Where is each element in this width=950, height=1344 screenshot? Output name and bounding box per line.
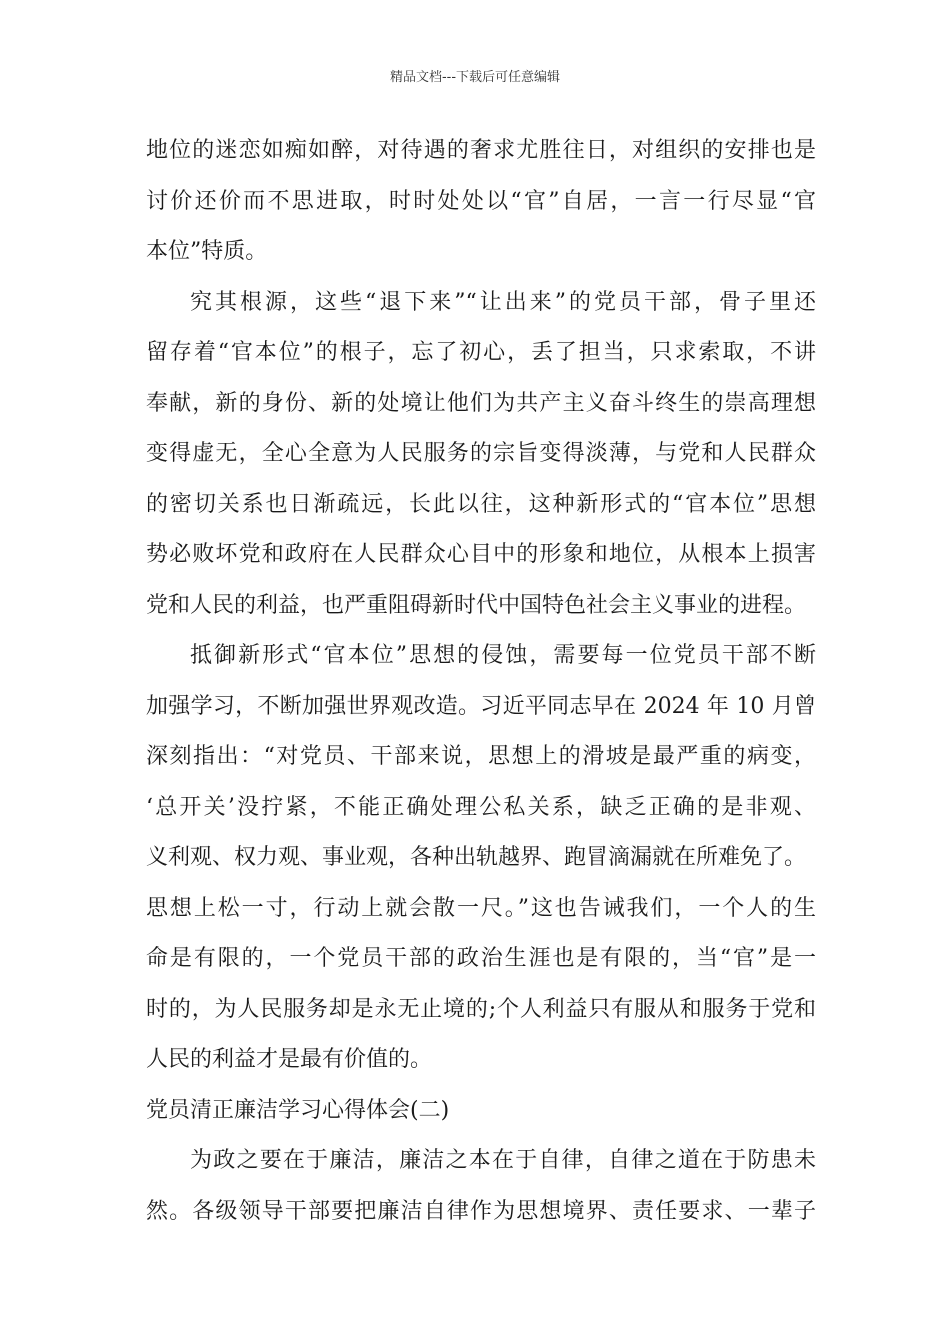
section-title: 党员清正廉洁学习心得体会(二) xyxy=(146,1097,450,1123)
text-line: 势必败坏党和政府在人民群众心目中的形象和地位，从根本上损害 xyxy=(146,542,816,567)
text-line: 地位的迷恋如痴如醉，对待遇的奢求尤胜往日，对组织的安排也是 xyxy=(146,138,816,163)
text-line: 时的，为人民服务却是永无止境的;个人利益只有服从和服务于党和 xyxy=(146,996,816,1022)
text-line: 本位”特质。 xyxy=(146,239,268,264)
page-header: 精品文档---下载后可任意编辑 xyxy=(389,70,561,85)
text-line: 留存着“官本位”的根子，忘了初心，丢了担当，只求索取，不讲 xyxy=(146,340,816,365)
text-line: 变得虚无，全心全意为人民服务的宗旨变得淡薄，与党和人民群众 xyxy=(146,441,816,466)
text-line: 义利观、权力观、事业观，各种出轨越界、跑冒滴漏就在所难免了。 xyxy=(146,845,807,870)
text-line: 的密切关系也日渐疏远，长此以往，这种新形式的“官本位”思想 xyxy=(146,491,816,517)
paragraph-first-line: 为政之要在于廉洁，廉洁之本在于自律，自律之道在于防患未 xyxy=(190,1148,816,1173)
paragraph-first-line: 究其根源，这些“退下来”“让出来”的党员干部，骨子里还 xyxy=(190,289,816,315)
text-line: 深刻指出：“对党员、干部来说，思想上的滑坡是最严重的病变， xyxy=(146,744,816,769)
text-line: 然。各级领导干部要把廉洁自律作为思想境界、责任要求、一辈子 xyxy=(146,1198,816,1224)
document-body xyxy=(146,126,816,1237)
text-line: 奉献，新的身份、新的处境让他们为共产主义奋斗终生的崇高理想 xyxy=(146,390,816,416)
text-line: 命是有限的，一个党员干部的政治生涯也是有限的，当“官”是一 xyxy=(146,946,816,971)
text-line: 党和人民的利益，也严重阻碍新时代中国特色社会主义事业的进程。 xyxy=(146,592,807,618)
text-line: 思想上松一寸，行动上就会散一尺。”这也告诫我们，一个人的生 xyxy=(146,895,816,921)
text-line: 讨价还价而不思进取，时时处处以“官”自居，一言一行尽显“官 xyxy=(146,188,816,214)
text-line: 人民的利益才是最有价值的。 xyxy=(146,1047,433,1072)
text-line: 加强学习，不断加强世界观改造。习近平同志早在 2024 年 10 月曾 xyxy=(146,693,816,719)
paragraph-first-line: 抵御新形式“官本位”思想的侵蚀，需要每一位党员干部不断 xyxy=(190,643,816,668)
text-line: ‘总开关’没拧紧，不能正确处理公私关系，缺乏正确的是非观、 xyxy=(146,794,816,820)
